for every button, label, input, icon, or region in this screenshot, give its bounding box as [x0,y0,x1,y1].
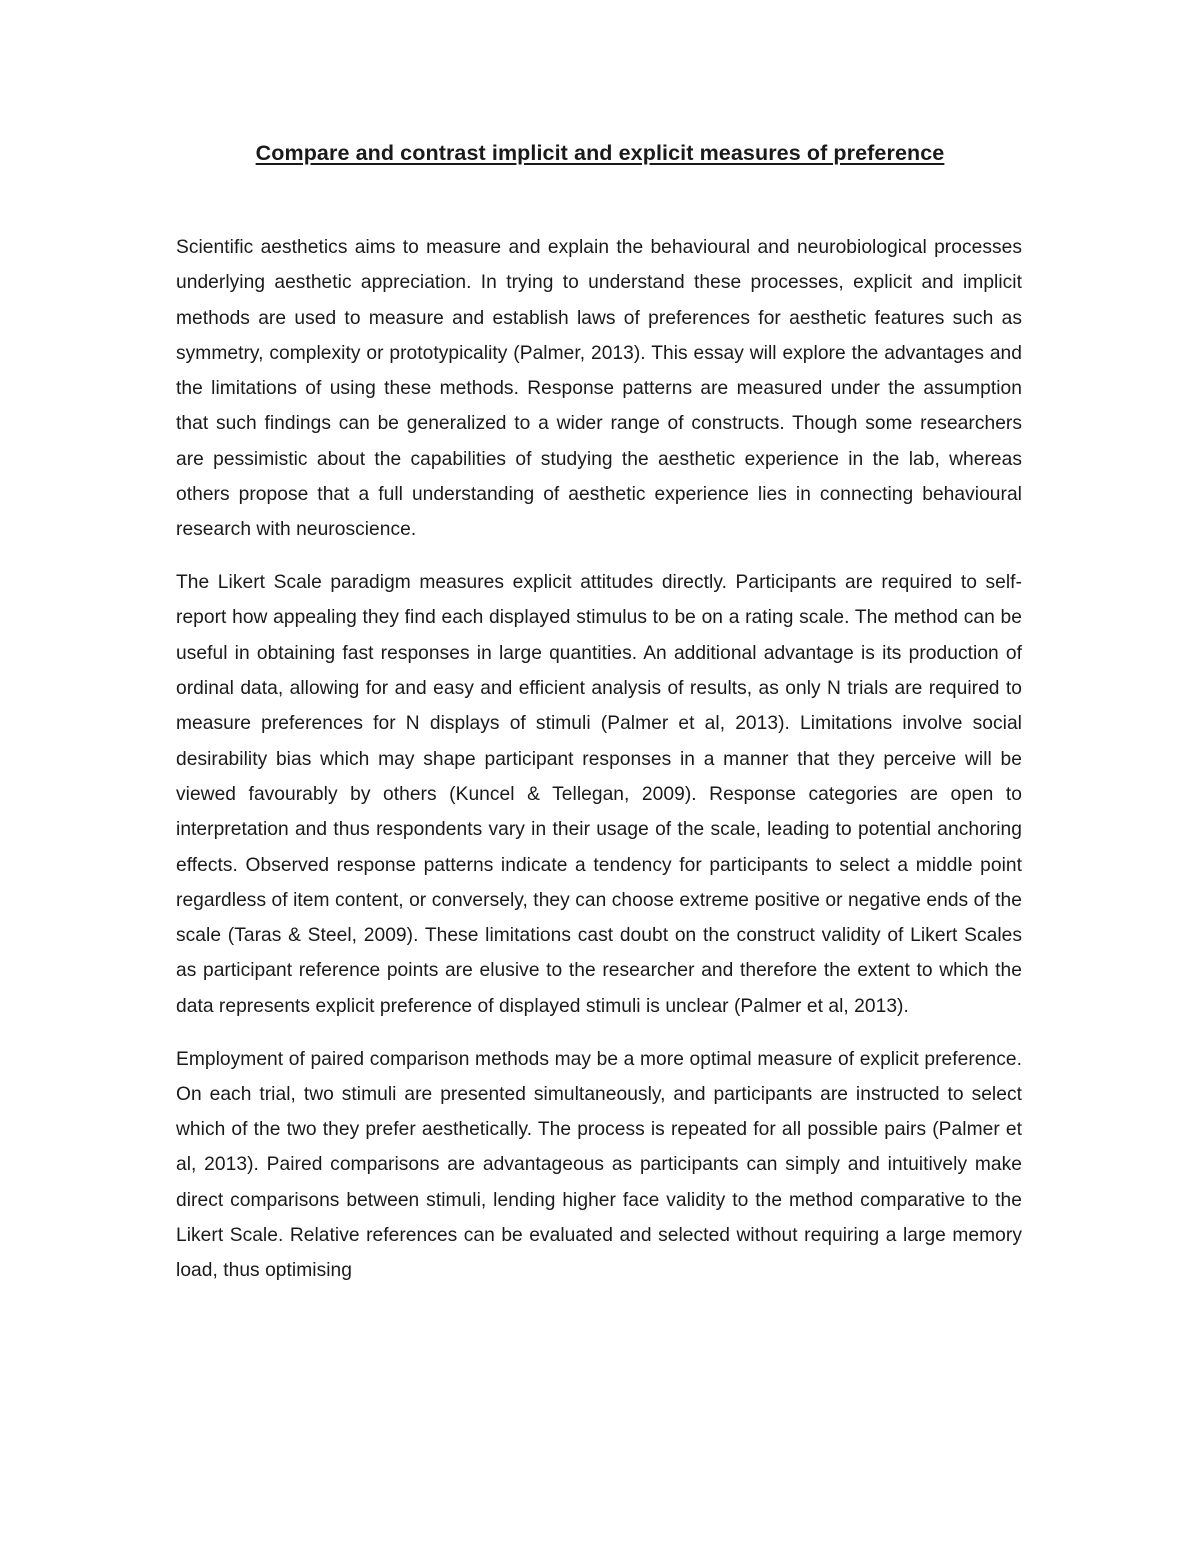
paragraph-likert-scale: The Likert Scale paradigm measures explicit attitudes directly. Participants are required to self-report how appealing they find each displayed stimulus to be on a rating scale. The method can be useful in obtaining fast responses in large quantities. An additional advantage is its production of ordinal data, allowing for and easy and efficient analysis of results, as only N trials are required to measure preferences for N displays of stimuli (Palmer et al, 2013). Limitations involve social desirability bias which may shape participant responses in a manner that they perceive will be viewed favourably by others (Kuncel & Tellegan, 2009). Response categories are open to interpretation and thus respondents vary in their usage of the scale, leading to potential anchoring effects. Observed response patterns indicate a tendency for participants to select a middle point regardless of item content, or conversely, they can choose extreme positive or negative ends of the scale (Taras & Steel, 2009). These limitations cast doubt on the construct validity of Likert Scales as participant reference points are elusive to the researcher and therefore the extent to which the data represents explicit preference of displayed stimuli is unclear (Palmer et al, 2013). [176,572,1022,1017]
paragraph-intro: Scientific aesthetics aims to measure and explain the behavioural and neurobiological processes underlying aesthetic appreciation. In trying to understand these processes, explicit and implicit methods are used to measure and establish laws of preferences for aesthetic features such as symmetry, complexity or prototypicality (Palmer, 2013). This essay will explore the advantages and the limitations of using these methods. Response patterns are measured under the assumption that such findings can be generalized to a wider range of constructs. Though some researchers are pessimistic about the capabilities of studying the aesthetic experience in the lab, whereas others propose that a full understanding of aesthetic experience lies in connecting behavioural research with neuroscience. [176,237,1022,541]
document-title: Compare and contrast implicit and explicit measures of preference [255,141,945,165]
paragraph-paired-comparison: Employment of paired comparison methods may be a more optimal measure of explicit preference. On each trial, two stimuli are presented simultaneously, and participants are instructed to select which of the two they prefer aesthetically. The process is repeated for all possible pairs (Palmer et al, 2013). Paired comparisons are advantageous as participants can simply and intuitively make direct comparisons between stimuli, lending higher face validity to the method comparative to the Likert Scale. Relative references can be evaluated and selected without requiring a large memory load, thus optimising [176,1048,1022,1282]
document-body [176,230,1022,1306]
